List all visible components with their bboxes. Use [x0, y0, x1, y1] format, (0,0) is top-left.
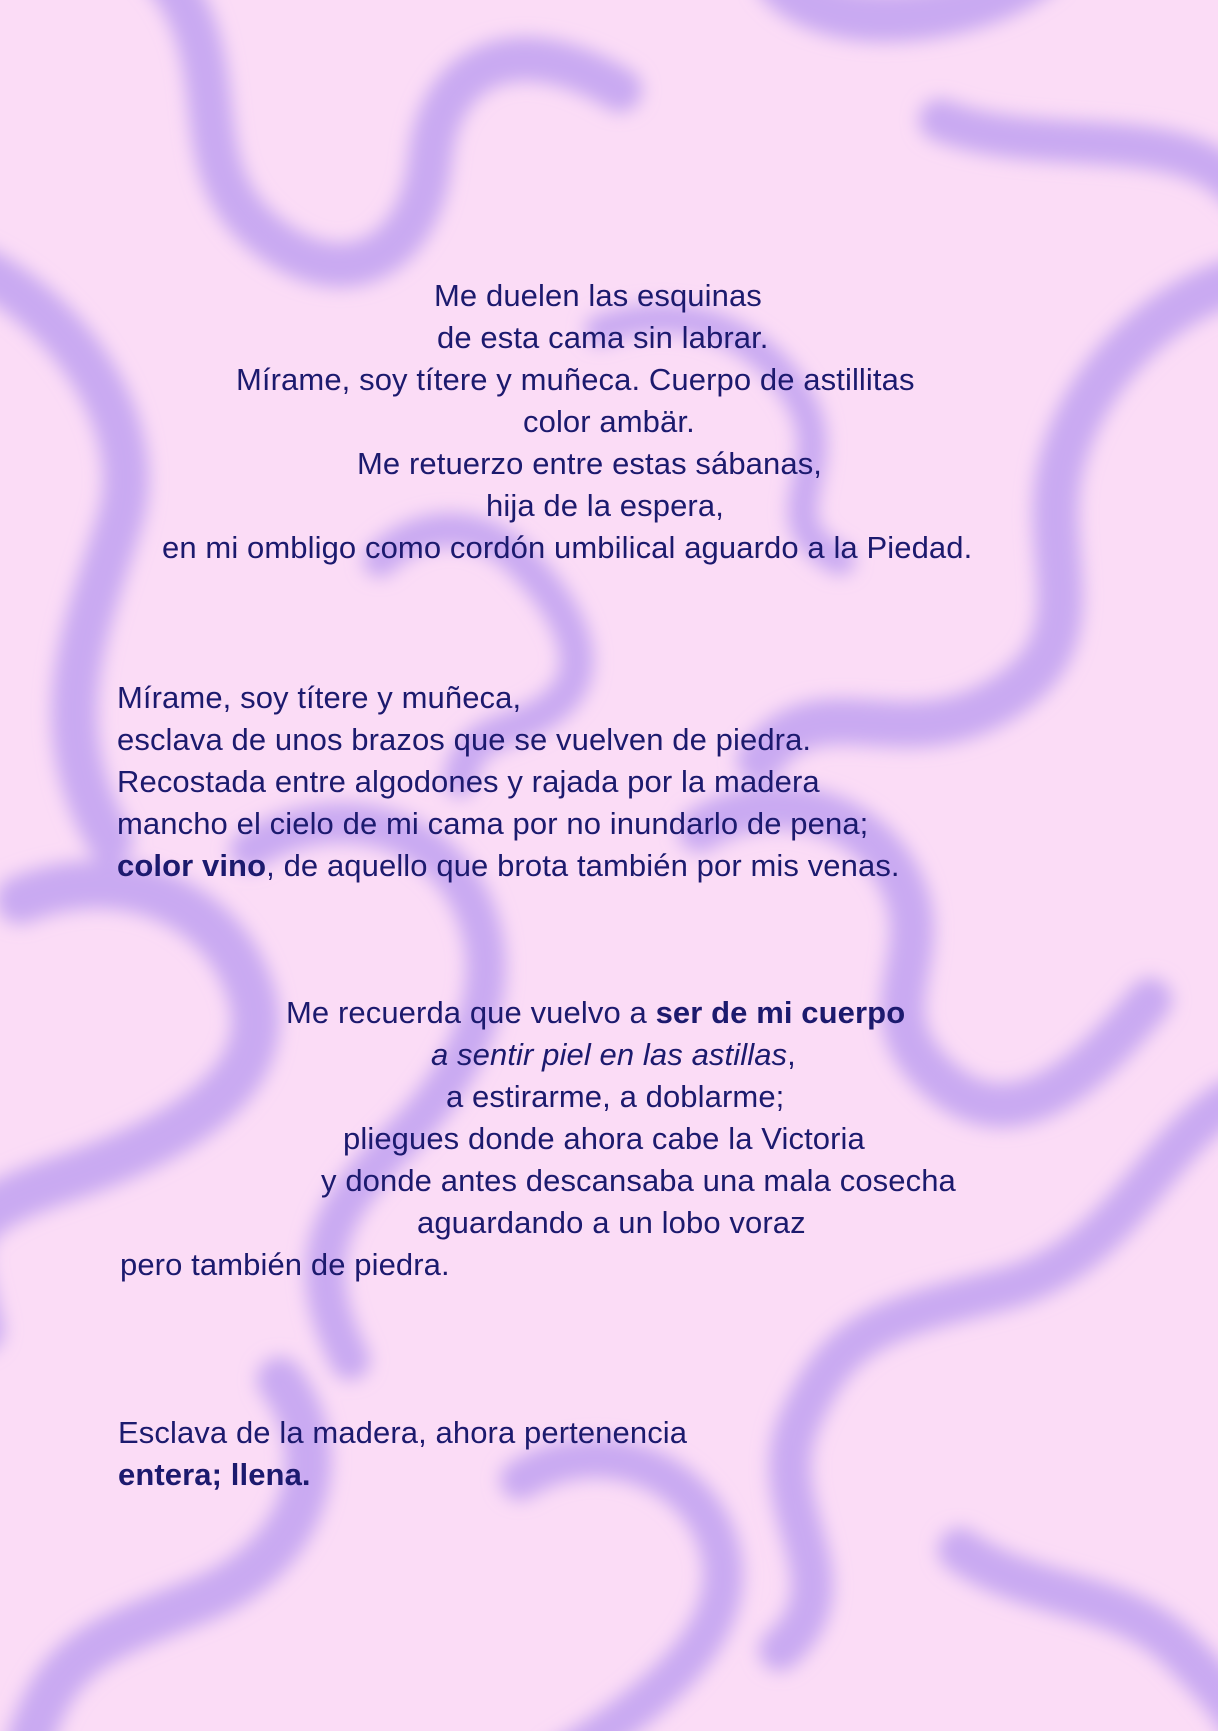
- poem-line: Me retuerzo entre estas sábanas,: [357, 446, 823, 481]
- stanza-2: [117, 677, 1167, 887]
- poem-line: en mi ombligo como cordón umbilical aguardo a la Piedad.: [162, 530, 973, 565]
- poem-line: aguardando a un lobo voraz: [417, 1205, 806, 1240]
- poem-line: [0, 1034, 1218, 1076]
- poem-line: [117, 845, 1167, 887]
- poem-line: Mírame, soy títere y muñeca. Cuerpo de astillitas: [236, 362, 915, 397]
- poem-line-text: ,: [787, 1037, 796, 1072]
- poem-line: Me duelen las esquinas: [434, 278, 762, 313]
- poem-line: [118, 1454, 1168, 1496]
- poem-line: color ambär.: [523, 404, 695, 439]
- poem-line: Esclava de la madera, ahora pertenencia: [118, 1415, 688, 1450]
- poem-line: Recostada entre algodones y rajada por la madera: [117, 764, 820, 799]
- poem-line: mancho el cielo de mi cama por no inundarlo de pena;: [117, 806, 869, 841]
- poem-line: de esta cama sin labrar.: [437, 320, 769, 355]
- emphasis-italic: a sentir piel en las astillas: [431, 1037, 788, 1072]
- poem-line-text: Me recuerda que vuelvo a: [286, 995, 656, 1030]
- poem-line: pero también de piedra.: [120, 1247, 450, 1282]
- stanza-4: [118, 1412, 1168, 1496]
- poem-line: y donde antes descansaba una mala cosecha: [321, 1163, 956, 1198]
- poem-line: [0, 992, 1218, 1034]
- poem-line: esclava de unos brazos que se vuelven de piedra.: [117, 722, 812, 757]
- emphasis-bold: ser de mi cuerpo: [655, 995, 906, 1030]
- stanza-1: [0, 275, 1218, 569]
- emphasis-bold: color vino: [117, 848, 267, 883]
- emphasis-bold: entera; llena.: [118, 1457, 311, 1492]
- stanza-3: [0, 992, 1218, 1286]
- poem-line: hija de la espera,: [486, 488, 724, 523]
- poem-line: pliegues donde ahora cabe la Victoria: [343, 1121, 865, 1156]
- poem-line: Mírame, soy títere y muñeca,: [117, 680, 522, 715]
- poem-line-text: , de aquello que brota también por mis venas.: [266, 848, 900, 883]
- poem-line: a estirarme, a doblarme;: [446, 1079, 785, 1114]
